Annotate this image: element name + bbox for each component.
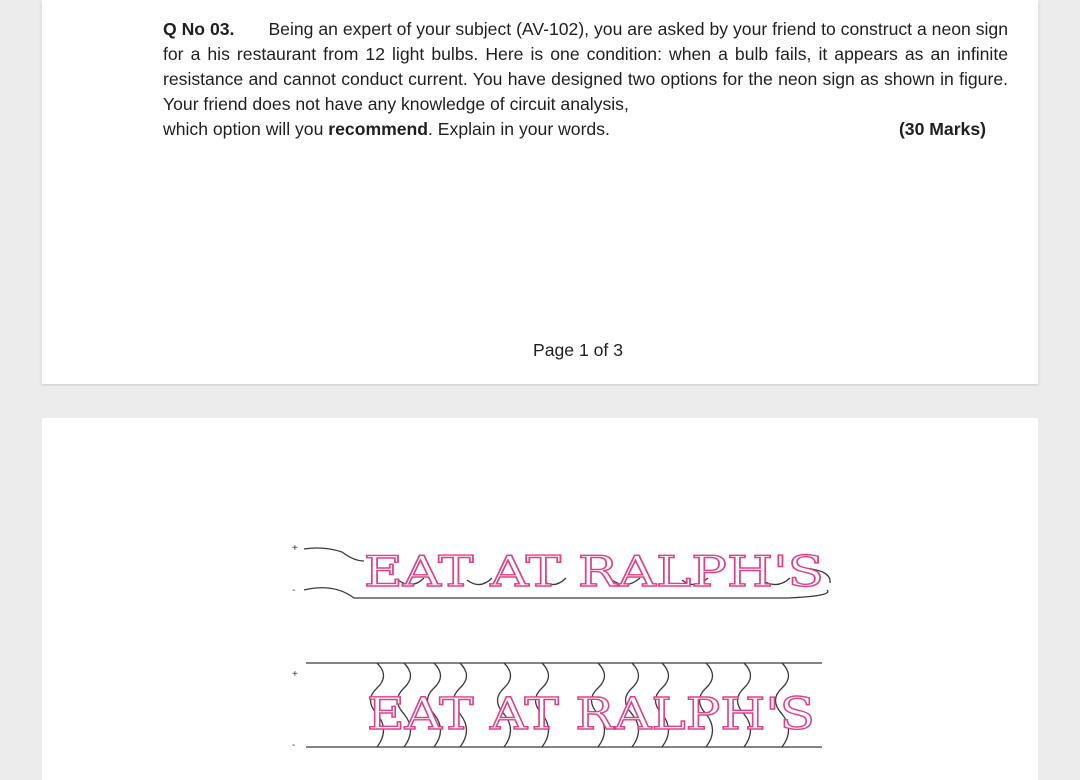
page-number: Page 1 of 3 — [533, 340, 623, 360]
option-1-plus-terminal: + — [292, 543, 298, 554]
question-block — [163, 17, 1008, 142]
option-2-sign-text: EAT AT RALPH'S — [367, 689, 815, 740]
option-2-plus-terminal: + — [292, 669, 298, 680]
option-1-minus-terminal: - — [292, 585, 296, 596]
page-separator — [0, 386, 1080, 418]
option-1-sign-text: EAT AT RALPH'S — [364, 547, 824, 596]
question-last-line-text — [163, 117, 610, 142]
question-last-line — [163, 117, 1008, 142]
page-2 — [42, 418, 1038, 780]
option-1-series-circuit — [292, 543, 830, 598]
question-body: Being an expert of your subject (AV-102), you are asked by your friend to construct a neon sign for a his restaurant from 12 light bulbs. Here is one condition: when a bulb fails, it appears as an infinite resistance and cannot conduct current. You have designed two options for the neon sign as shown in figure. Your friend does not have any knowledge of circuit analysis, — [163, 19, 1008, 114]
neon-sign-figure — [42, 418, 1038, 780]
last-line-pre: which option will you — [163, 119, 329, 139]
question-number: Q No 03. — [163, 19, 235, 39]
marks-label: (30 Marks) — [898, 119, 986, 139]
last-line-post: . Explain in your words. — [428, 119, 610, 139]
option-1-top-wire — [304, 548, 364, 561]
option-2-minus-terminal: - — [292, 740, 296, 751]
option-2-parallel-circuit — [292, 663, 822, 751]
recommend-word: recommend — [328, 119, 429, 139]
page-1 — [42, 0, 1038, 384]
